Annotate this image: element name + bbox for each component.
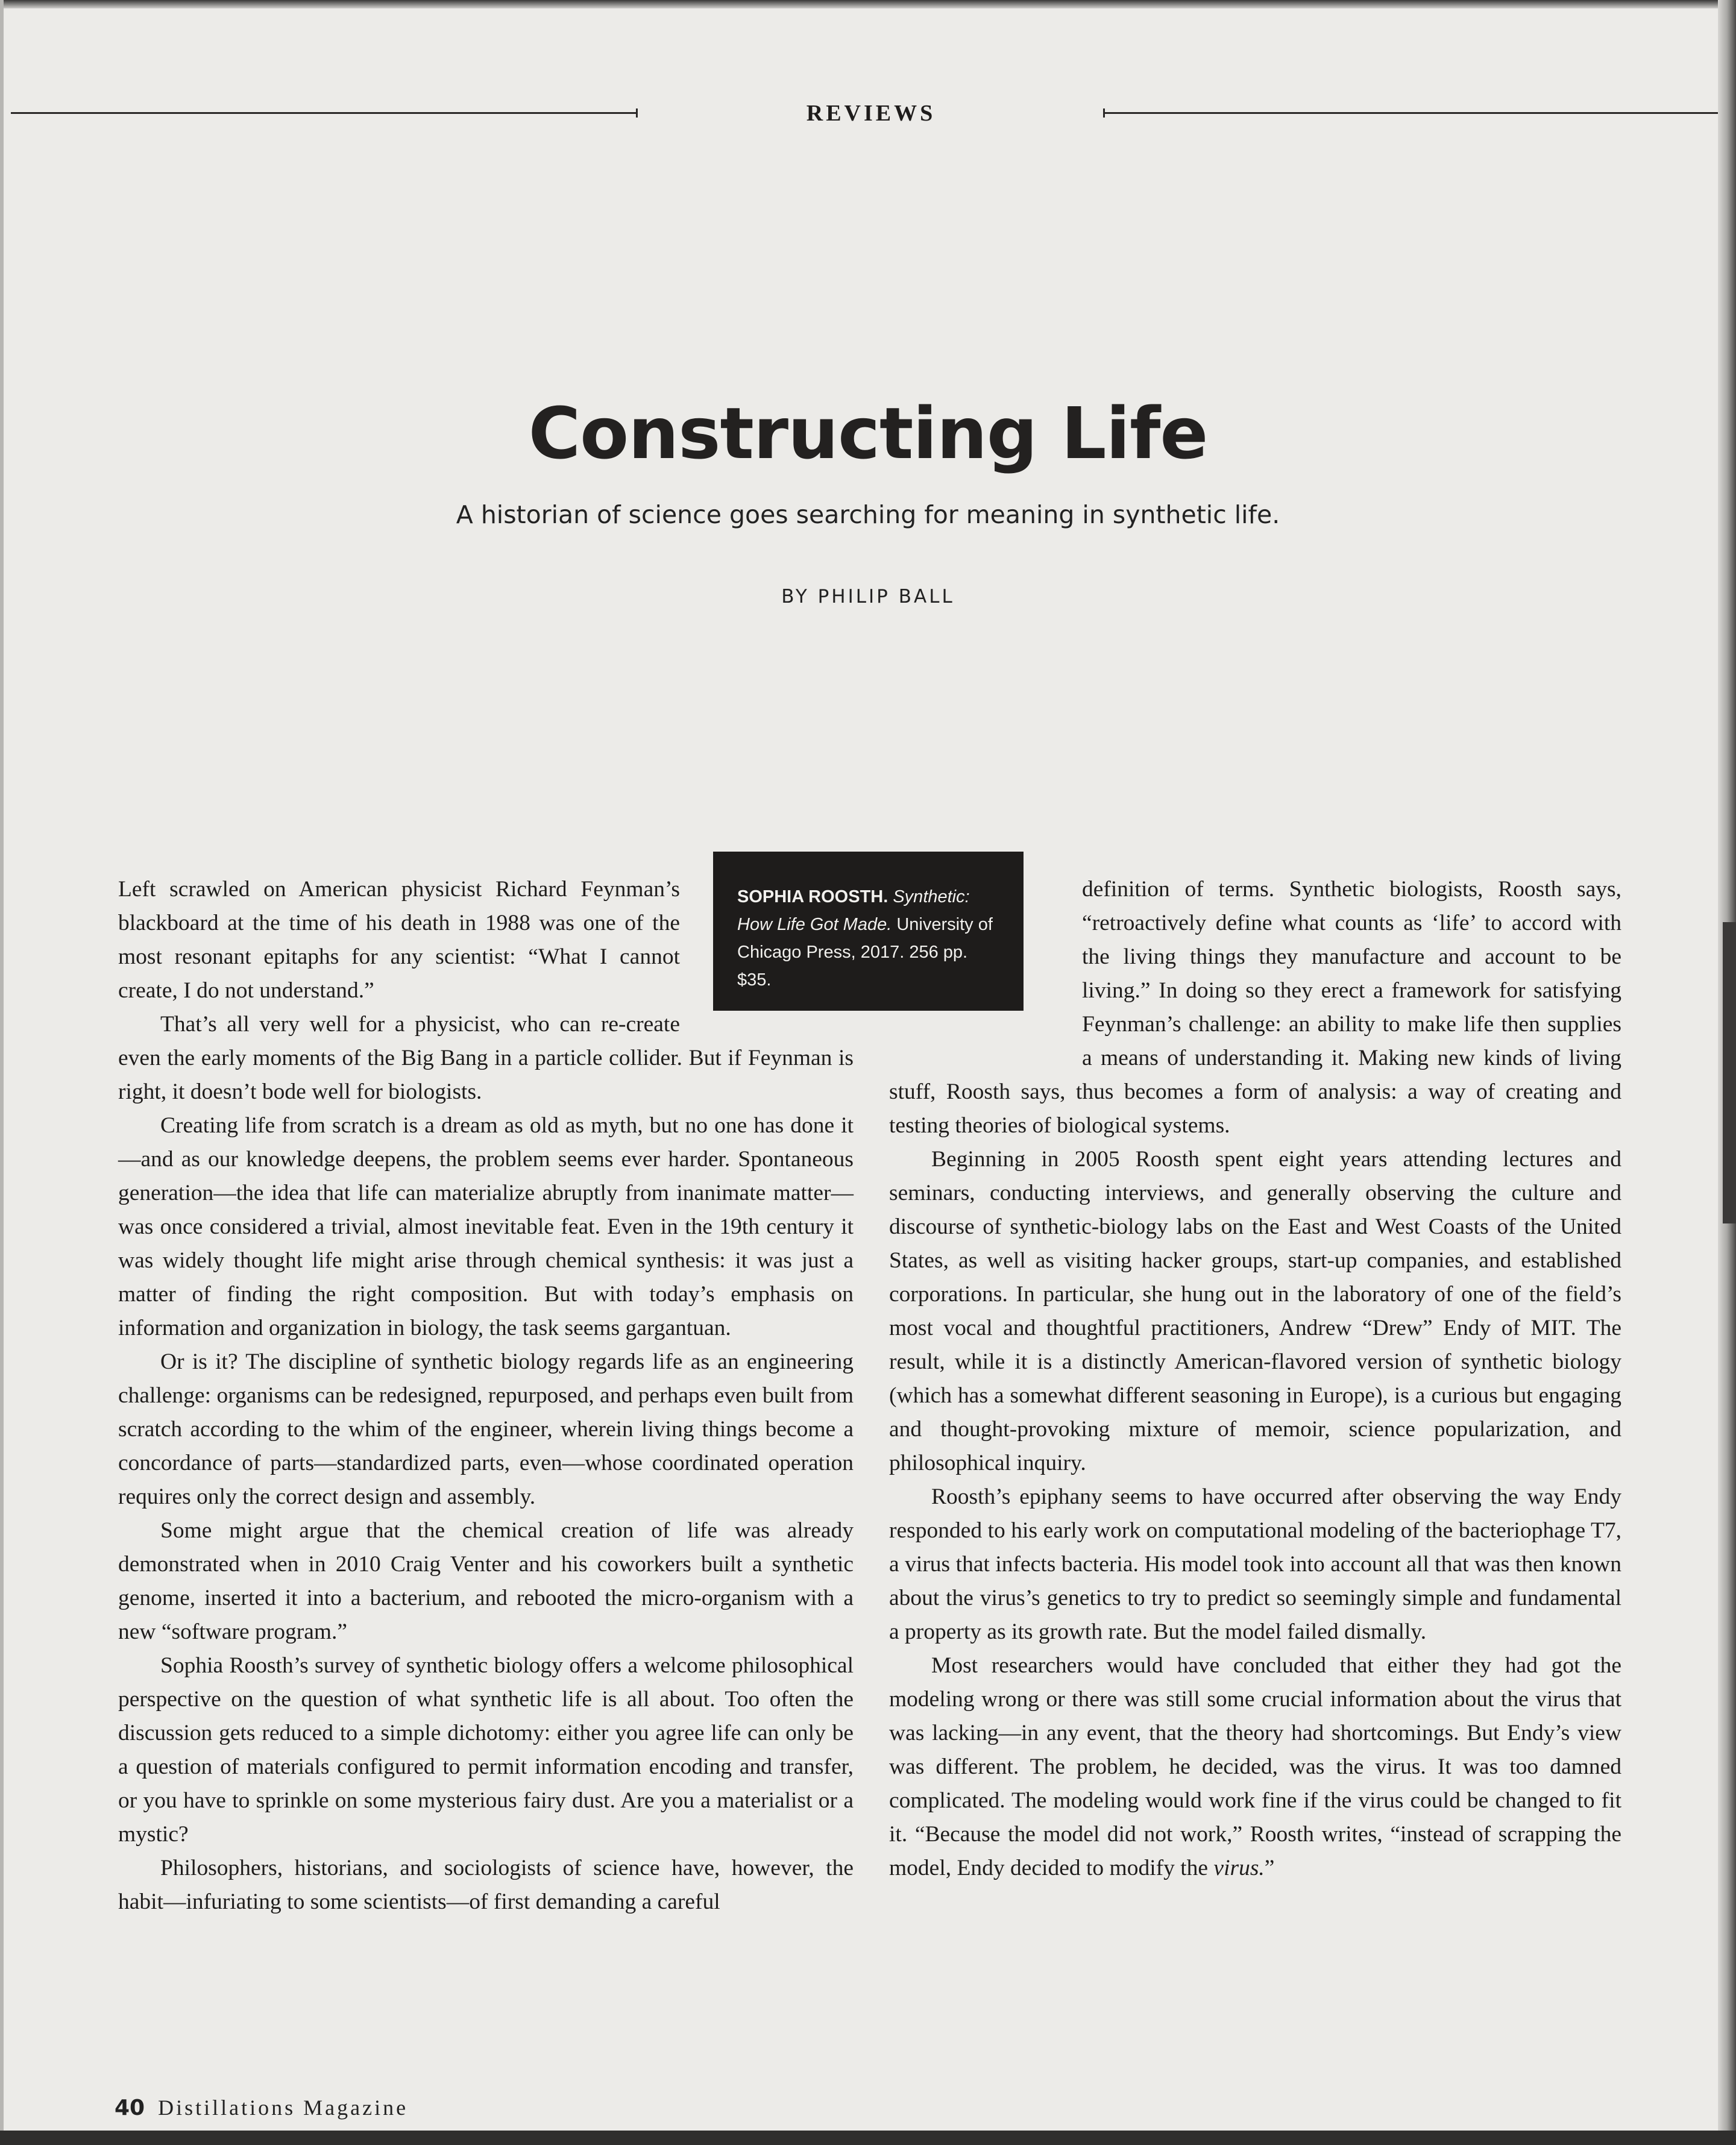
book-title: Synthetic: How Life Got Made. — [737, 887, 970, 934]
body-column-left — [118, 873, 854, 1919]
scan-bottom-edge — [0, 2131, 1736, 2145]
header-rule-left — [11, 112, 638, 114]
body-column-right — [889, 873, 1621, 1885]
scan-right-notch — [1723, 922, 1736, 1223]
book-info-box — [713, 852, 1024, 1011]
paragraph-text: Most researchers would have concluded that either they had got the modeling wrong or there was still some crucial information about the virus that was lacking—in any event, that the theory had shortcomings. But Endy’s view was different. The problem, he decided, was the virus. It was too damned complicated. The modeling would work fine if the virus could be changed to fit it. “Because the model did not work,” Roosth writes, “instead of scrapping the model, Endy decided to modify the — [889, 1653, 1621, 1880]
paragraph: Left scrawled on American physicist Richard Feynman’s blackboard at the time of his death in 1988 was one of the most resonant epitaphs for any scientist: “What I cannot create, I do not understand.” — [118, 877, 680, 1003]
header-rule-right-tick — [1103, 108, 1105, 118]
page-number: 40 — [115, 2096, 145, 2120]
paragraph: Or is it? The discipline of synthetic biology regards life as an engineering challenge: organisms can be redesigned, repurposed, and perhaps even built from scratch according to the whim of the engineer, wherein living things become a concordance of parts—standardized parts, even—whose coordinated operation requires only the correct design and assembly. — [118, 1349, 854, 1509]
article-subtitle: A historian of science goes searching for meaning in synthetic life. — [456, 500, 1280, 529]
scan-top-edge — [0, 0, 1736, 8]
book-publisher: University of Chicago Press, 2017. 256 pp. $35. — [737, 915, 993, 990]
header-rule-left-tick — [636, 108, 638, 118]
paragraph: definition of terms. Synthetic biologists, Roosth says, “retroactively define what counts as ‘life’ to accord with the living things they manufacture and account to be living.” In doing so they erect a framework for satisfying Feynman’s challenge: an ability to make life then supplies a means of understanding it. Making new kinds of living stuff, Roosth says, thus becomes a form of analysis: a way of creating and testing theories of biological systems. — [889, 877, 1621, 1138]
paragraph: Creating life from scratch is a dream as old as myth, but no one has done it—and as our knowledge deepens, the problem seems ever harder. Spontaneous generation—the idea that life can materialize abruptly from inanimate matter—was once considered a trivial, almost inevitable feat. Even in the 19th century it was widely thought life might arise through chemical synthesis: it was just a matter of finding the right composition. But with today’s emphasis on information and organization in biology, the task seems gargantuan. — [118, 1113, 854, 1340]
paragraph: Most researchers would have concluded that either they had got the modeling wrong or there was still some crucial information about the virus that was lacking—in any event, that the theory had shortcomings. But Endy’s view was different. The problem, he decided, was the virus. It was too damned complicated. The modeling would work fine if the virus could be changed to fit it. “Because the model did not work,” Roosth writes, “instead of scrapping the model, Endy decided to modify the virus.” — [889, 1653, 1621, 1880]
paragraph: Roosth’s epiphany seems to have occurred after observing the way Endy responded to his early work on computational modeling of the bacteriophage T7, a virus that infects bacteria. His model took into account all that was then known about the virus’s genetics to try to predict so seemingly simple and fundamental a property as its growth rate. But the model failed dismally. — [889, 1484, 1621, 1644]
paragraph: Beginning in 2005 Roosth spent eight years attending lectures and seminars, conducting interviews, and generally observing the culture and discourse of synthetic-biology labs on the East and West Coasts of the United States, as well as visiting hacker groups, start-up companies, and established corporations. In particular, she hung out in the laboratory of one of the field’s most vocal and thoughtful practitioners, Andrew “Drew” Endy of MIT. The result, while it is a distinctly American-flavored version of synthetic biology (which has a somewhat different seasoning in Europe), is a curious but engaging and thought-provoking mixture of memoir, science popularization, and philosophical inquiry. — [889, 1147, 1621, 1475]
magazine-name: Distillations Magazine — [158, 2096, 409, 2120]
article-byline: BY PHILIP BALL — [781, 586, 955, 608]
paragraph: That’s all very well for a physicist, who can re-create even the early moments of the Big Bang in a particle collider. But if Feynman is right, it doesn’t bode well for biologists. — [118, 1012, 854, 1104]
page-footer — [115, 2095, 408, 2120]
scan-left-edge — [0, 0, 4, 2145]
section-label: REVIEWS — [806, 101, 936, 126]
paragraph: Philosophers, historians, and sociologists of science have, however, the habit—infuriating to some scientists—of first demanding a careful — [118, 1856, 854, 1914]
book-author: SOPHIA ROOSTH. — [737, 887, 888, 906]
article-title: Constructing Life — [528, 392, 1208, 475]
paragraph: Sophia Roosth’s survey of synthetic biology offers a welcome philosophical perspective on the question of what synthetic life is all about. Too often the discussion gets reduced to a simple dichotomy: either you agree life can only be a question of materials configured to permit information encoding and transfer, or you have to sprinkle on some mysterious fairy dust. Are you a materialist or a mystic? — [118, 1653, 854, 1847]
italic-word: virus. — [1213, 1856, 1265, 1880]
paragraph: Some might argue that the chemical creation of life was already demonstrated when in 2010 Craig Venter and his coworkers built a synthetic genome, inserted it into a bacterium, and rebooted the micro-organism with a new “software program.” — [118, 1518, 854, 1644]
header-rule-right — [1103, 112, 1718, 114]
